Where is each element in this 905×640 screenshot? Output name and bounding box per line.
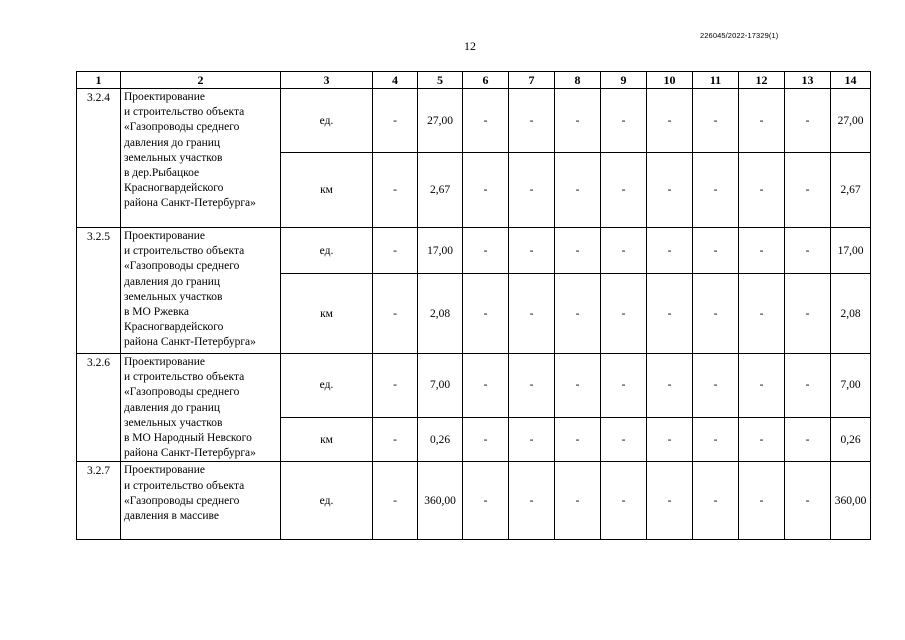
total-cell: 360,00	[831, 462, 871, 540]
table-row	[77, 89, 871, 153]
value-cell: -	[601, 89, 647, 153]
item-name-line: Красногвардейского	[124, 182, 224, 195]
unit-cell: ед.	[281, 89, 373, 153]
value-cell: -	[739, 354, 785, 418]
item-name-line: Проектирование	[124, 464, 205, 477]
value-cell: -	[555, 89, 601, 153]
item-number: 3.2.4	[77, 89, 121, 228]
value-cell: 27,00	[418, 89, 463, 153]
value-cell: -	[693, 417, 739, 462]
value-cell: -	[785, 462, 831, 540]
column-header: 12	[739, 72, 785, 89]
item-name-line: Проектирование	[124, 356, 205, 368]
value-cell: -	[463, 274, 509, 354]
column-header: 5	[418, 72, 463, 89]
item-name-line: района Санкт-Петербурга»	[124, 197, 256, 210]
item-name-line: давления до границ	[124, 401, 221, 414]
data-table	[76, 71, 871, 540]
value-cell: -	[647, 274, 693, 354]
value-cell: -	[785, 354, 831, 418]
column-header: 2	[121, 72, 281, 89]
item-name-line: давления в массиве	[124, 510, 219, 523]
value-cell: -	[509, 462, 555, 540]
item-number: 3.2.7	[77, 462, 121, 540]
value-cell: -	[463, 153, 509, 228]
page-number: 12	[464, 39, 476, 53]
value-cell: -	[601, 417, 647, 462]
total-cell: 7,00	[831, 354, 871, 418]
item-name-line: Красногвардейского	[124, 321, 224, 334]
column-header: 4	[373, 72, 418, 89]
value-cell: -	[509, 274, 555, 354]
total-cell: 0,26	[831, 417, 871, 462]
column-header: 3	[281, 72, 373, 89]
column-header: 6	[463, 72, 509, 89]
value-cell: -	[739, 417, 785, 462]
column-header: 13	[785, 72, 831, 89]
item-name-line: и строительство объекта	[124, 245, 245, 258]
table-row	[77, 462, 871, 540]
unit-cell: км	[281, 417, 373, 462]
unit-cell: км	[281, 153, 373, 228]
value-cell: -	[785, 228, 831, 274]
column-header: 7	[509, 72, 555, 89]
unit-cell: ед.	[281, 228, 373, 274]
value-cell: -	[463, 89, 509, 153]
column-header: 9	[601, 72, 647, 89]
value-cell: -	[647, 228, 693, 274]
item-name-line: в МО Народный Невского	[124, 432, 252, 445]
value-cell: -	[373, 274, 418, 354]
unit-cell: ед.	[281, 354, 373, 418]
header-row	[77, 72, 871, 89]
value-cell: -	[647, 89, 693, 153]
value-cell: -	[509, 153, 555, 228]
value-cell: -	[739, 228, 785, 274]
item-name-line: земельных участков	[124, 151, 223, 164]
item-name	[121, 228, 281, 354]
value-cell: -	[555, 153, 601, 228]
value-cell: -	[693, 89, 739, 153]
column-header: 1	[77, 72, 121, 89]
value-cell: -	[373, 228, 418, 274]
item-name	[121, 354, 281, 462]
value-cell: -	[693, 274, 739, 354]
total-cell: 2,67	[831, 153, 871, 228]
value-cell: -	[555, 462, 601, 540]
item-name-line: Проектирование	[124, 91, 205, 103]
total-cell: 27,00	[831, 89, 871, 153]
value-cell: -	[373, 417, 418, 462]
item-name-line: давления до границ	[124, 136, 221, 149]
item-name-line: района Санкт-Петербурга»	[124, 447, 256, 460]
unit-cell: км	[281, 274, 373, 354]
column-header: 14	[831, 72, 871, 89]
item-name-line: и строительство объекта	[124, 371, 245, 384]
item-name-line: земельных участков	[124, 416, 223, 429]
column-header: 11	[693, 72, 739, 89]
value-cell: -	[373, 153, 418, 228]
value-cell: -	[601, 462, 647, 540]
column-header: 8	[555, 72, 601, 89]
value-cell: -	[739, 274, 785, 354]
value-cell: -	[647, 153, 693, 228]
value-cell: 17,00	[418, 228, 463, 274]
value-cell: -	[373, 354, 418, 418]
value-cell: -	[739, 153, 785, 228]
column-header: 10	[647, 72, 693, 89]
value-cell: -	[693, 228, 739, 274]
item-name-line: района Санкт-Петербурга»	[124, 336, 256, 349]
value-cell: -	[373, 89, 418, 153]
item-name	[121, 89, 281, 228]
value-cell: -	[693, 354, 739, 418]
item-name-line: и строительство объекта	[124, 479, 245, 492]
item-name-line: в дер.Рыбацкое	[124, 167, 200, 180]
value-cell: -	[463, 354, 509, 418]
value-cell: -	[785, 89, 831, 153]
value-cell: -	[555, 228, 601, 274]
document-registration-number: 226045/2022-17329(1)	[700, 31, 779, 40]
value-cell: -	[463, 417, 509, 462]
value-cell: -	[739, 462, 785, 540]
total-cell: 2,08	[831, 274, 871, 354]
item-name-line: «Газопроводы среднего	[124, 494, 240, 507]
table-row	[77, 228, 871, 274]
value-cell: 0,26	[418, 417, 463, 462]
value-cell: -	[785, 417, 831, 462]
value-cell: -	[601, 354, 647, 418]
item-name	[121, 462, 281, 540]
value-cell: -	[509, 417, 555, 462]
value-cell: -	[509, 89, 555, 153]
value-cell: -	[555, 354, 601, 418]
item-name-line: в МО Ржевка	[124, 306, 189, 319]
item-name-line: «Газопроводы среднего	[124, 121, 240, 134]
value-cell: -	[601, 153, 647, 228]
item-name-line: «Газопроводы среднего	[124, 260, 240, 273]
item-number: 3.2.5	[77, 228, 121, 354]
value-cell: -	[739, 89, 785, 153]
value-cell: -	[509, 228, 555, 274]
item-number: 3.2.6	[77, 354, 121, 462]
value-cell: -	[463, 228, 509, 274]
value-cell: -	[647, 417, 693, 462]
unit-cell: ед.	[281, 462, 373, 540]
item-name-line: и строительство объекта	[124, 106, 245, 119]
value-cell: -	[647, 462, 693, 540]
value-cell: -	[555, 274, 601, 354]
value-cell: -	[647, 354, 693, 418]
value-cell: 2,67	[418, 153, 463, 228]
total-cell: 17,00	[831, 228, 871, 274]
value-cell: 7,00	[418, 354, 463, 418]
value-cell: -	[785, 153, 831, 228]
item-name-line: земельных участков	[124, 290, 223, 303]
item-name-line: давления до границ	[124, 275, 221, 288]
value-cell: -	[693, 462, 739, 540]
value-cell: 360,00	[418, 462, 463, 540]
value-cell: -	[509, 354, 555, 418]
item-name-line: «Газопроводы среднего	[124, 386, 240, 399]
value-cell: -	[693, 153, 739, 228]
value-cell: -	[601, 228, 647, 274]
value-cell: -	[555, 417, 601, 462]
value-cell: -	[463, 462, 509, 540]
value-cell: 2,08	[418, 274, 463, 354]
value-cell: -	[601, 274, 647, 354]
value-cell: -	[785, 274, 831, 354]
table-row	[77, 354, 871, 418]
item-name-line: Проектирование	[124, 230, 205, 242]
value-cell: -	[373, 462, 418, 540]
